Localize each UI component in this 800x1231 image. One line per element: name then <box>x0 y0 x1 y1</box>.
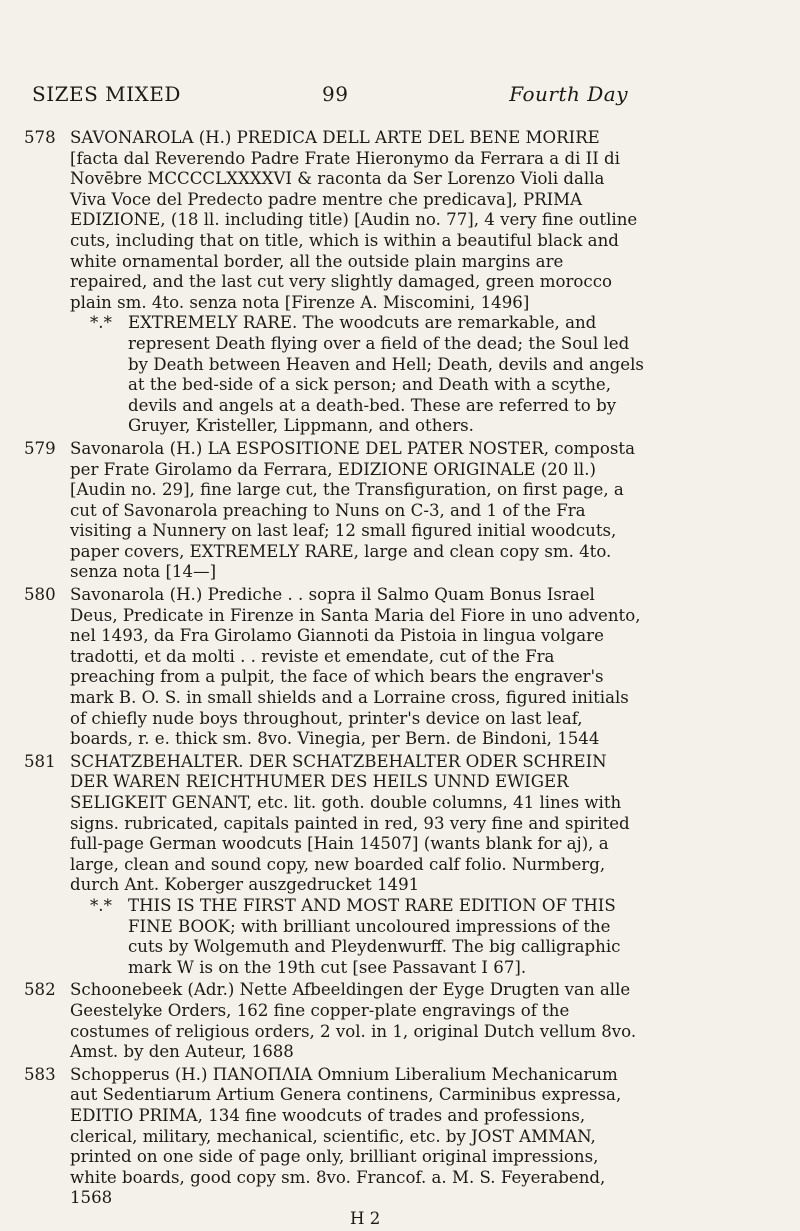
entry-number: 583 <box>24 1064 56 1084</box>
entry-text: SCHATZBEHALTER. DER SCHATZBEHALTER ODER SCHREIN DER WAREN REICHTHUMER DES HEILS UNND EWIGER SELIGKEIT GENANT, etc. lit. goth. double columns, 41 lines with signs. rubricated, capitals painted in red, 93 very fine and spirited full-page German woodcuts [Hain 14507] (wants blank for aj), a large, clean and sound copy, new boarded calf folio. Nurmberg, durch Ant. Koberger auszgedrucket 1491 <box>70 751 630 895</box>
note-marker: *.* <box>90 895 112 915</box>
entry-number: 581 <box>24 751 56 771</box>
entry-note-text: EXTREMELY RARE. The woodcuts are remarkable, and represent Death flying over a field of the dead; the Soul led by Death between Heaven and Hell; Death, devils and angels at the bed-side of a sick person; and Death with a scythe, devils and angels at a death-bed. These are referred to by Gruyer, Kristeller, Lippmann, and others. <box>128 313 644 436</box>
catalogue-entry <box>24 585 644 750</box>
entry-text: Savonarola (H.) Prediche . . sopra il Salmo Quam Bonus Israel Deus, Predicate in Firenze in Santa Maria del Fiore in uno advento, nel 1493, da Fra Girolamo Giannoti da Pistoia in lingua volgare tradotti, et da molti . . reviste et emendate, cut of the Fra preaching from a pulpit, the face of which bears the engraver's mark B. O. S. in small shields and a Lorraine cross, figured initials of chiefly nude boys throughout, printer's device on last leaf, boards, r. e. thick sm. 8vo. Vinegia, per Bern. de Bindoni, 1544 <box>70 585 641 749</box>
entry-number: 582 <box>24 980 56 1000</box>
entry-text: SAVONAROLA (H.) PREDICA DELL ARTE DEL BENE MORIRE [facta dal Reverendo Padre Frate Hieronymo da Ferrara a di II di Novēbre MCCCCLXXXXVI & raconta da Ser Lorenzo Violi dalla Viva Voce del Predecto padre mentre che predicava], PRIMA EDIZIONE, (18 ll. including title) [Audin no. 77], 4 very fine outline cuts, including that on title, which is within a beautiful black and white ornamental border, all the outside plain margins are repaired, and the last cut very slightly damaged, green morocco plain sm. 4to. senza nota [Firenze A. Miscomini, 1496] <box>70 128 638 312</box>
header-right: Fourth Day <box>509 82 628 106</box>
header-left: SIZES MIXED <box>32 82 181 106</box>
entry-text: Savonarola (H.) LA ESPOSITIONE DEL PATER NOSTER, composta per Frate Girolamo da Ferrara, EDIZIONE ORIGINALE (20 ll.) [Audin no. 29], fine large cut, the Transfiguration, on first page, a cut of Savonarola preaching to Nuns on C-3, and 1 of the Fra visiting a Nunnery on last leaf; 12 small figured initial woodcuts, paper covers, EXTREMELY RARE, large and clean copy sm. 4to. senza nota [14—] <box>70 438 635 582</box>
catalogue-entry <box>24 439 644 583</box>
entry-note <box>70 313 644 437</box>
catalogue-entry <box>24 1065 644 1230</box>
catalogue-entry <box>24 980 644 1062</box>
catalogue-entry <box>24 128 644 437</box>
catalogue-entry <box>24 752 644 979</box>
note-marker: *.* <box>90 313 112 333</box>
entry-note-text: THIS IS THE FIRST AND MOST RARE EDITION OF THIS FINE BOOK; with brilliant uncoloured impressions of the cuts by Wolgemuth and Pleydenwurff. The big calligraphic mark W is on the 19th cut [see Passavant I 67]. <box>128 895 621 977</box>
entry-list <box>24 128 644 1231</box>
entry-note <box>70 896 644 978</box>
entry-number: 580 <box>24 585 56 605</box>
page-number: 99 <box>322 82 349 106</box>
entry-text: Schoonebeek (Adr.) Nette Afbeeldingen der Eyge Drugten van alle Geestelyke Orders, 162 fine copper-plate engravings of the costumes of religious orders, 2 vol. in 1, original Dutch vellum 8vo. Amst. by den Auteur, 1688 <box>70 980 637 1062</box>
entry-number: 579 <box>24 438 56 458</box>
entry-number: 578 <box>24 128 56 147</box>
signature-mark: H 2 <box>350 1208 381 1228</box>
entry-text: Schopperus (H.) ΠΑΝΟΠΛΙΑ Omnium Liberalium Mechanicarum aut Sedentiarum Artium Genera continens, Carminibus expressa, EDITIO PRIMA, 134 fine woodcuts of trades and professions, clerical, military, mechanical, scientific, etc. by JOST AMMAN, printed on one side of page only, brilliant original impressions, white boards, good copy sm. 8vo. Francof. a. M. S. Feyerabend, 1568 <box>70 1064 622 1208</box>
